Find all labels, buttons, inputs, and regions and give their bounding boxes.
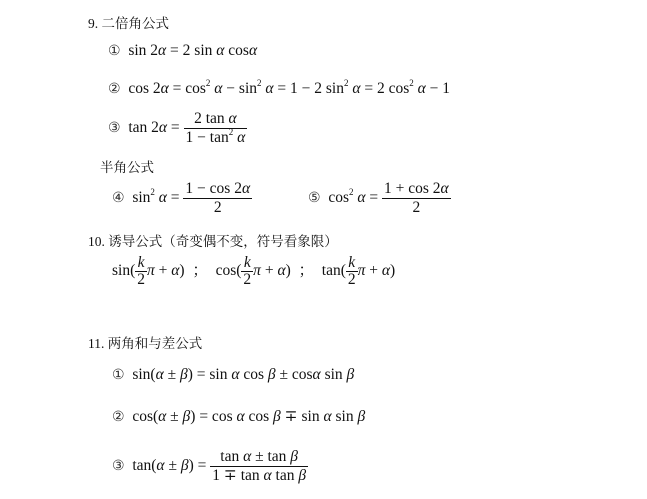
fraction: $\frac{k}{2}$	[347, 254, 356, 288]
separator: ；	[192, 262, 208, 280]
circled-number: ②	[108, 82, 121, 97]
fraction: $\frac{\text{tan α ± tan β}}{\text{1 ∓ tan α tan β}}$	[212, 448, 307, 484]
section-9-heading	[88, 12, 169, 32]
circled-number: ①	[112, 368, 125, 383]
formula-sin-double: ① sin 2α = 2 sin α cosα	[108, 42, 258, 59]
circled-number: ④	[112, 191, 125, 207]
section-10-heading	[88, 230, 338, 250]
circled-number: ⑤	[308, 191, 321, 207]
formula-cos-sum: ② cos(α ± β) = cos α cos β ∓ sin α sin β	[112, 408, 366, 425]
formula-sin-half: ④ $\sin^2 \alpha$ = $\frac{1 - \cos 2\alpha}{2}$	[112, 180, 251, 216]
subheading-half-angle: 半角公式	[100, 160, 154, 175]
separator: ；	[298, 262, 315, 280]
formula-sin-sum: ① sin(α ± β) = sin α cos β ± cosα sin β	[112, 366, 355, 383]
section-title: 诱导公式（奇变偶不变，符号看象限）	[108, 234, 338, 249]
formula-induction: sin( $\frac{k}{2}$ π + α) ； cos( $\frac{k}{2}$ π + α) ； tan( $\frac{k}{2}$ π + α)	[112, 254, 396, 288]
section-number: 9.	[88, 16, 99, 31]
fraction: $\frac{1 - \cos 2\alpha}{2}$	[185, 180, 251, 216]
formula-tan-sum: ③ tan(α ± β) = $\frac{\text{tan α ± tan β}}{\text{1 ∓ tan α tan β}}$	[112, 448, 307, 484]
formula-cos-double: ② $\cos 2\alpha = \cos^2 \alpha - \sin^2 \alpha = 1 - 2$ $\sin^2 \alpha = 2$ $\cos^2 \alpha - 1$	[108, 78, 451, 97]
circled-number: ①	[108, 44, 121, 59]
section-number: 10.	[88, 234, 105, 249]
section-11-heading	[88, 332, 202, 352]
fraction: $\frac{k}{2}$	[243, 254, 252, 288]
formula-tan-double: ③ tan 2α = $\frac{\text{2 tan α}}{1 - \tan^2 \alpha}$	[108, 110, 246, 146]
fraction: $\frac{k}{2}$	[137, 254, 145, 288]
circled-number: ③	[108, 121, 121, 137]
section-title: 二倍角公式	[101, 16, 169, 31]
circled-number: ③	[112, 459, 125, 475]
circled-number: ②	[112, 410, 125, 425]
section-title: 两角和与差公式	[107, 336, 203, 351]
fraction: $\frac{1 + \cos 2\alpha}{2}$	[384, 180, 449, 216]
formula-cos-half: ⑤ $\cos^2 \alpha$ = $\frac{1 + \cos 2\alpha}{2}$	[308, 180, 449, 216]
fraction: $\frac{\text{2 tan α}}{1 - \tan^2 \alpha}$	[185, 110, 246, 146]
section-number: 11.	[88, 336, 105, 351]
